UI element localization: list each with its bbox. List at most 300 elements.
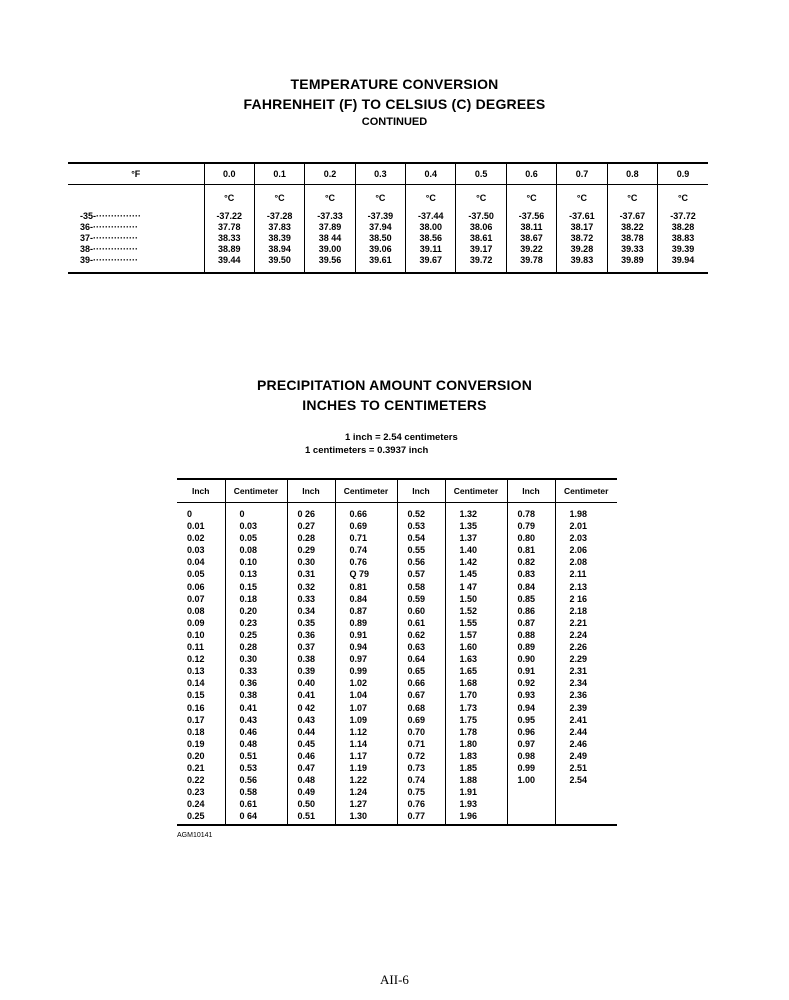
centimeter-cell: 2.03 <box>555 532 617 544</box>
centimeter-cell: 2.06 <box>555 544 617 556</box>
inch-cell: 0.22 <box>187 775 205 786</box>
celsius-cell: -37.33 <box>305 211 355 222</box>
temperature-row <box>68 255 708 273</box>
inch-cell: 0.21 <box>187 762 205 773</box>
centimeter-cell: 1.50 <box>445 593 507 605</box>
inch-cell: 0.06 <box>187 581 205 592</box>
inch-cell: 0.82 <box>507 556 555 568</box>
inch-cell: 0.46 <box>287 750 335 762</box>
inch-cell: 0.99 <box>507 762 555 774</box>
centimeter-cell <box>555 798 617 810</box>
precipitation-table <box>177 478 617 826</box>
inch-cell: 0.94 <box>507 702 555 714</box>
centimeter-cell: 2.11 <box>555 568 617 580</box>
centimeter-cell: 1.14 <box>335 738 397 750</box>
centimeter-header: Centimeter <box>225 479 287 503</box>
inch-cell: 0.88 <box>507 629 555 641</box>
centimeter-cell: 0.30 <box>225 653 287 665</box>
centimeter-cell: 1.65 <box>445 665 507 677</box>
inch-cell: 0.96 <box>507 726 555 738</box>
celsius-cell: 39.56 <box>305 255 355 273</box>
temperature-unit-cell: °C <box>557 185 607 212</box>
centimeter-header: Centimeter <box>335 479 397 503</box>
temperature-unit-cell: °C <box>506 185 556 212</box>
inch-cell: 0.63 <box>397 641 445 653</box>
centimeter-cell: 2.36 <box>555 689 617 701</box>
celsius-cell: 38.72 <box>557 233 607 244</box>
celsius-cell: 37.83 <box>254 222 304 233</box>
inch-cell: 0.16 <box>187 702 205 713</box>
precipitation-row <box>177 568 617 580</box>
centimeter-cell: 0.20 <box>225 605 287 617</box>
celsius-cell: 39.22 <box>506 244 556 255</box>
inch-cell: 0.70 <box>397 726 445 738</box>
centimeter-cell: 0.43 <box>225 714 287 726</box>
inch-cell <box>507 786 555 798</box>
celsius-cell: 37.94 <box>355 222 405 233</box>
temperature-title: TEMPERATURE CONVERSION <box>290 76 499 92</box>
celsius-cell: 38.50 <box>355 233 405 244</box>
celsius-cell: 39.89 <box>607 255 657 273</box>
precipitation-header-row <box>177 479 617 503</box>
centimeter-cell: 2.51 <box>555 762 617 774</box>
centimeter-cell: 0.48 <box>225 738 287 750</box>
inch-cell: 0.98 <box>507 750 555 762</box>
celsius-cell: 38.33 <box>204 233 254 244</box>
centimeter-cell: 0.84 <box>335 593 397 605</box>
centimeter-cell: 0.10 <box>225 556 287 568</box>
inch-cell <box>507 798 555 810</box>
centimeter-header: Centimeter <box>445 479 507 503</box>
precipitation-row <box>177 544 617 556</box>
inch-cell: 0.60 <box>397 605 445 617</box>
temperature-header-cell: 0.1 <box>254 163 304 185</box>
centimeter-cell: 2 16 <box>555 593 617 605</box>
centimeter-cell: 1.85 <box>445 762 507 774</box>
centimeter-cell: 0.58 <box>225 786 287 798</box>
centimeter-cell: 1.30 <box>335 810 397 825</box>
centimeter-cell: 0.56 <box>225 774 287 786</box>
inch-cell: 0.44 <box>287 726 335 738</box>
inch-cell: 0.18 <box>187 726 205 737</box>
celsius-cell: -37.72 <box>658 211 708 222</box>
inch-cell: 0.15 <box>187 690 205 701</box>
centimeter-cell: 0.97 <box>335 653 397 665</box>
temperature-unit-cell: °C <box>305 185 355 212</box>
celsius-cell: 39.50 <box>254 255 304 273</box>
centimeter-cell: 2.41 <box>555 714 617 726</box>
inch-cell: 0.86 <box>507 605 555 617</box>
inch-cell: 0.45 <box>287 738 335 750</box>
celsius-cell: 39.33 <box>607 244 657 255</box>
inch-cell: 0.91 <box>507 665 555 677</box>
inch-cell: 0.31 <box>287 568 335 580</box>
inch-cell: 0.78 <box>507 503 555 521</box>
centimeter-cell <box>555 810 617 825</box>
centimeter-cell: 1.83 <box>445 750 507 762</box>
centimeter-cell: 1.19 <box>335 762 397 774</box>
celsius-cell: -37.56 <box>506 211 556 222</box>
celsius-cell: -37.44 <box>406 211 456 222</box>
inch-cell: 0.87 <box>507 617 555 629</box>
centimeter-cell: 1.88 <box>445 774 507 786</box>
inch-cell: 0.85 <box>507 593 555 605</box>
inch-cell: 0.64 <box>397 653 445 665</box>
temperature-continued-label: CONTINUED <box>361 116 428 128</box>
celsius-cell: 39.44 <box>204 255 254 273</box>
celsius-cell: 38.28 <box>658 222 708 233</box>
inch-header: Inch <box>287 479 335 503</box>
centimeter-cell: 1.24 <box>335 786 397 798</box>
centimeter-cell: 1.37 <box>445 532 507 544</box>
inch-cell: 0.02 <box>187 533 205 544</box>
temperature-unit-blank <box>68 185 204 212</box>
precipitation-row <box>177 714 617 726</box>
centimeter-cell: 1.04 <box>335 689 397 701</box>
celsius-cell: 38.78 <box>607 233 657 244</box>
centimeter-cell: 0.36 <box>225 677 287 689</box>
centimeter-cell: 0.23 <box>225 617 287 629</box>
centimeter-cell: 1.78 <box>445 726 507 738</box>
centimeter-cell: 2.08 <box>555 556 617 568</box>
inch-cell: 0.29 <box>287 544 335 556</box>
figure-id: AGM10141 <box>177 832 213 839</box>
centimeter-cell: 1.80 <box>445 738 507 750</box>
inch-cell: 0.65 <box>397 665 445 677</box>
inch-cell: 0.72 <box>397 750 445 762</box>
centimeter-cell: 0.74 <box>335 544 397 556</box>
centimeter-cell: 0.33 <box>225 665 287 677</box>
precipitation-row <box>177 520 617 532</box>
celsius-cell: 39.11 <box>406 244 456 255</box>
celsius-cell: 38.89 <box>204 244 254 255</box>
centimeter-cell: 1.55 <box>445 617 507 629</box>
inch-cell: 0.50 <box>287 798 335 810</box>
precipitation-row <box>177 726 617 738</box>
centimeter-cell: 1.42 <box>445 556 507 568</box>
inch-cell: 0.20 <box>187 750 205 761</box>
celsius-cell: -37.67 <box>607 211 657 222</box>
inch-cell: 0.79 <box>507 520 555 532</box>
inch-cell: 0.92 <box>507 677 555 689</box>
precipitation-row <box>177 774 617 786</box>
temperature-header-cell: 0.3 <box>355 163 405 185</box>
celsius-cell: 38.06 <box>456 222 506 233</box>
celsius-cell: 39.72 <box>456 255 506 273</box>
temperature-unit-row <box>68 185 708 212</box>
centimeter-cell: 0.76 <box>335 556 397 568</box>
precipitation-row <box>177 689 617 701</box>
inch-cell: 0.54 <box>397 532 445 544</box>
centimeter-cell: 1.32 <box>445 503 507 521</box>
inch-cell: 0.66 <box>397 677 445 689</box>
centimeter-cell: 2.46 <box>555 738 617 750</box>
temperature-header-cell: 0.5 <box>456 163 506 185</box>
centimeter-cell: 2.49 <box>555 750 617 762</box>
centimeter-cell: 2.29 <box>555 653 617 665</box>
centimeter-cell: 0.89 <box>335 617 397 629</box>
precipitation-row <box>177 762 617 774</box>
inch-cell: 0.51 <box>287 810 335 825</box>
inch-cell: 0.34 <box>287 605 335 617</box>
temperature-unit-cell: °C <box>204 185 254 212</box>
temperature-header-cell: 0.9 <box>658 163 708 185</box>
precipitation-row <box>177 581 617 593</box>
inch-cell: 0.14 <box>187 678 205 689</box>
centimeter-cell: 0.87 <box>335 605 397 617</box>
celsius-cell: 39.17 <box>456 244 506 255</box>
centimeter-cell: 1.35 <box>445 520 507 532</box>
centimeter-cell: 0.51 <box>225 750 287 762</box>
inch-cell: 0.32 <box>287 581 335 593</box>
celsius-cell: 37.78 <box>204 222 254 233</box>
celsius-cell: 39.61 <box>355 255 405 273</box>
temperature-row <box>68 222 708 233</box>
inch-cell: 0.55 <box>397 544 445 556</box>
inch-cell: 0.84 <box>507 581 555 593</box>
centimeter-cell: 0.61 <box>225 798 287 810</box>
precipitation-row <box>177 677 617 689</box>
inch-cell: 0.41 <box>287 689 335 701</box>
centimeter-cell: 2.18 <box>555 605 617 617</box>
centimeter-cell: 0.15 <box>225 581 287 593</box>
inch-cell: 0.95 <box>507 714 555 726</box>
inch-cell: 0.43 <box>287 714 335 726</box>
inch-cell: 0.68 <box>397 702 445 714</box>
inch-cell: 0.47 <box>287 762 335 774</box>
inch-cell: 0.59 <box>397 593 445 605</box>
centimeter-cell: 0.38 <box>225 689 287 701</box>
inch-cell: 0.30 <box>287 556 335 568</box>
inch-cell: 0.33 <box>287 593 335 605</box>
celsius-cell: 37.89 <box>305 222 355 233</box>
centimeter-cell: 0.13 <box>225 568 287 580</box>
centimeter-cell: 1.91 <box>445 786 507 798</box>
fahrenheit-cell: 37-··············· <box>80 233 138 243</box>
celsius-cell: 38.00 <box>406 222 456 233</box>
centimeter-cell: 0.69 <box>335 520 397 532</box>
inch-cell: 0.49 <box>287 786 335 798</box>
precipitation-row <box>177 750 617 762</box>
inch-cell: 0.17 <box>187 714 205 725</box>
inch-cell: 0.61 <box>397 617 445 629</box>
centimeter-cell: 0.91 <box>335 629 397 641</box>
celsius-cell: 38.39 <box>254 233 304 244</box>
centimeter-cell: 0.66 <box>335 503 397 521</box>
celsius-cell: 39.78 <box>506 255 556 273</box>
precipitation-row <box>177 702 617 714</box>
precipitation-row <box>177 617 617 629</box>
centimeter-cell: 0.03 <box>225 520 287 532</box>
inch-cell: 0.19 <box>187 738 205 749</box>
inch-cell: 0.39 <box>287 665 335 677</box>
temperature-header-fahrenheit: °F <box>68 163 204 185</box>
inch-cell: 0.80 <box>507 532 555 544</box>
temperature-row <box>68 211 708 222</box>
centimeter-cell: 1.09 <box>335 714 397 726</box>
inch-header: Inch <box>177 479 225 503</box>
centimeter-cell: 1.27 <box>335 798 397 810</box>
centimeter-cell: 1.22 <box>335 774 397 786</box>
temperature-table <box>68 162 708 274</box>
centimeter-cell: 2.39 <box>555 702 617 714</box>
precipitation-row <box>177 593 617 605</box>
temperature-header-cell: 0.6 <box>506 163 556 185</box>
temperature-header-cell: 0.7 <box>557 163 607 185</box>
centimeter-cell: 0.46 <box>225 726 287 738</box>
celsius-cell: 38.83 <box>658 233 708 244</box>
inch-cell: 0.48 <box>287 774 335 786</box>
inch-cell: 0.77 <box>397 810 445 825</box>
celsius-cell: 38.67 <box>506 233 556 244</box>
inch-cell: 0.75 <box>397 786 445 798</box>
inch-cell: 0.76 <box>397 798 445 810</box>
inch-cell: 0.11 <box>187 642 205 653</box>
inch-cell: 0.52 <box>397 503 445 521</box>
fahrenheit-cell: -35-··············· <box>80 211 141 221</box>
centimeter-cell: 1.63 <box>445 653 507 665</box>
inch-cell: 0.40 <box>287 677 335 689</box>
fahrenheit-cell: 38-··············· <box>80 244 138 254</box>
inch-cell: 0.35 <box>287 617 335 629</box>
precipitation-row <box>177 738 617 750</box>
precipitation-row <box>177 810 617 825</box>
inch-cell: 0.62 <box>397 629 445 641</box>
inch-cell: 0.13 <box>187 666 205 677</box>
celsius-cell: -37.50 <box>456 211 506 222</box>
temperature-unit-cell: °C <box>406 185 456 212</box>
inch-cell: 0.25 <box>187 811 205 822</box>
temperature-row <box>68 244 708 255</box>
celsius-cell: 39.06 <box>355 244 405 255</box>
celsius-cell: -37.22 <box>204 211 254 222</box>
inch-cell: 0.67 <box>397 689 445 701</box>
inch-cell: 0.83 <box>507 568 555 580</box>
inch-cell: 0.81 <box>507 544 555 556</box>
precipitation-row <box>177 665 617 677</box>
centimeter-cell: 2.34 <box>555 677 617 689</box>
inch-to-cm-text: 1 inch = 2.54 centimeters <box>345 432 458 443</box>
centimeter-cell: 2.31 <box>555 665 617 677</box>
inch-cell: 0.53 <box>397 520 445 532</box>
centimeter-cell: 0.41 <box>225 702 287 714</box>
centimeter-cell: 1.02 <box>335 677 397 689</box>
precipitation-title: PRECIPITATION AMOUNT CONVERSION <box>256 377 533 393</box>
celsius-cell: 39.28 <box>557 244 607 255</box>
centimeter-cell: 0.71 <box>335 532 397 544</box>
inch-cell: 0.37 <box>287 641 335 653</box>
centimeter-cell: 0.94 <box>335 641 397 653</box>
inch-cell: 0.57 <box>397 568 445 580</box>
inch-cell: 0.93 <box>507 689 555 701</box>
centimeter-cell: 2.26 <box>555 641 617 653</box>
centimeter-cell: 2.24 <box>555 629 617 641</box>
centimeter-cell: 1.17 <box>335 750 397 762</box>
inch-cell: 0.38 <box>287 653 335 665</box>
precipitation-row <box>177 798 617 810</box>
centimeter-cell: 1.70 <box>445 689 507 701</box>
centimeter-cell: 2.21 <box>555 617 617 629</box>
inch-cell <box>507 810 555 825</box>
centimeter-cell: Q 79 <box>335 568 397 580</box>
inch-cell: 0.73 <box>397 762 445 774</box>
precipitation-row <box>177 503 617 521</box>
inch-header: Inch <box>397 479 445 503</box>
temperature-header-cell: 0.4 <box>406 163 456 185</box>
precipitation-title-block <box>0 375 789 415</box>
inch-cell: 0.71 <box>397 738 445 750</box>
inch-cell: 0.74 <box>397 774 445 786</box>
centimeter-cell: 2.54 <box>555 774 617 786</box>
centimeter-cell: 0.53 <box>225 762 287 774</box>
centimeter-cell: 0.28 <box>225 641 287 653</box>
centimeter-cell: 1.73 <box>445 702 507 714</box>
temperature-unit-cell: °C <box>456 185 506 212</box>
inch-cell: 0.69 <box>397 714 445 726</box>
centimeter-cell: 1.52 <box>445 605 507 617</box>
inch-cell: 0.24 <box>187 799 205 810</box>
centimeter-cell: 2.01 <box>555 520 617 532</box>
centimeter-header: Centimeter <box>555 479 617 503</box>
celsius-cell: 39.39 <box>658 244 708 255</box>
inch-cell: 0.01 <box>187 521 205 532</box>
temperature-header-row <box>68 163 708 185</box>
celsius-cell: 39.67 <box>406 255 456 273</box>
inch-cell: 0.28 <box>287 532 335 544</box>
inch-cell: 0.08 <box>187 605 205 616</box>
celsius-cell: -37.61 <box>557 211 607 222</box>
inch-cell: 1.00 <box>507 774 555 786</box>
centimeter-cell: 1.60 <box>445 641 507 653</box>
inch-header: Inch <box>507 479 555 503</box>
centimeter-cell: 1.40 <box>445 544 507 556</box>
centimeter-cell: 1.12 <box>335 726 397 738</box>
inch-cell: 0.56 <box>397 556 445 568</box>
temperature-unit-cell: °C <box>658 185 708 212</box>
celsius-cell: 38.61 <box>456 233 506 244</box>
inch-cell: 0.89 <box>507 641 555 653</box>
precipitation-row <box>177 605 617 617</box>
celsius-cell: 38.22 <box>607 222 657 233</box>
centimeter-cell: 1 47 <box>445 581 507 593</box>
precipitation-row <box>177 786 617 798</box>
centimeter-cell: 1.75 <box>445 714 507 726</box>
centimeter-cell: 1.68 <box>445 677 507 689</box>
centimeter-cell: 2.13 <box>555 581 617 593</box>
centimeter-cell: 2.44 <box>555 726 617 738</box>
fahrenheit-cell: 36-··············· <box>80 222 138 232</box>
temperature-row <box>68 233 708 244</box>
celsius-cell: 38.17 <box>557 222 607 233</box>
centimeter-cell: 1.96 <box>445 810 507 825</box>
celsius-cell: -37.28 <box>254 211 304 222</box>
cm-to-inch-text: 1 centimeters = 0.3937 inch <box>305 445 429 456</box>
celsius-cell: 38.11 <box>506 222 556 233</box>
centimeter-cell: 0.99 <box>335 665 397 677</box>
precipitation-row <box>177 532 617 544</box>
centimeter-cell: 1.45 <box>445 568 507 580</box>
precipitation-row <box>177 641 617 653</box>
centimeter-cell: 0.81 <box>335 581 397 593</box>
fahrenheit-cell: 39-··············· <box>80 255 138 265</box>
celsius-cell: 39.00 <box>305 244 355 255</box>
inch-cell: 0.58 <box>397 581 445 593</box>
centimeter-cell: 0.05 <box>225 532 287 544</box>
inch-cell: 0 42 <box>287 702 335 714</box>
centimeter-cell: 1.93 <box>445 798 507 810</box>
precipitation-subtitle: INCHES TO CENTIMETERS <box>302 397 487 413</box>
celsius-cell: 38.94 <box>254 244 304 255</box>
